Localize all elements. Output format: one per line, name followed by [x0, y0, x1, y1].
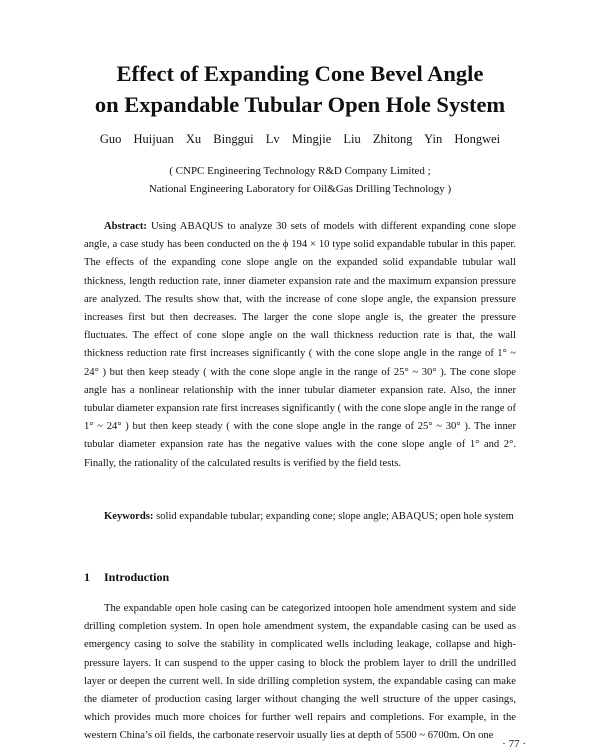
section-heading — [84, 570, 169, 585]
introduction-paragraph — [84, 600, 516, 746]
affiliation-line-1: ( CNPC Engineering Technology R&D Company Limited ; — [169, 165, 431, 177]
section-title: Introduction — [104, 570, 170, 584]
affiliation — [60, 162, 540, 198]
abstract-label: Abstract: — [104, 221, 147, 232]
introduction-text: The expandable open hole casing can be categorized intoopen hole amendment system and side drilling completion system. In open hole amendment system, the expandable casing can be used as emergency casing to solve the stability in complicated wells including leakage, collapse and high-pressure layers. It can suspend to the upper casing to block the problem layer to drill the undrilled layer or deepen the current well. In side drilling completion system, the expandable casing can make the diameter of production casing larger without changing the well structure of the upper casings, which provides much more choices for further well repairs and completions. For example, in the western China’s oil fields, the carbonate reservoir usually lies at depth of 5500 ~ 6700m. On one — [84, 603, 516, 742]
title-line-2: on Expandable Tubular Open Hole System — [94, 92, 506, 117]
keywords-label: Keywords: — [104, 511, 154, 522]
keywords — [84, 508, 516, 526]
title-line-1: Effect of Expanding Cone Bevel Angle — [116, 61, 484, 86]
affiliation-line-2: National Engineering Laboratory for Oil&Gas Drilling Technology ) — [148, 183, 452, 195]
section-number: 1 — [84, 570, 90, 584]
abstract-text: Using ABAQUS to analyze 30 sets of models with different expanding cone slope angle, a case study has been conducted on the ϕ 194 × 10 type solid expandable tubular in this paper. The effects of the expanding cone slope angle on the expanded solid expandable tubular wall thickness, length reduction rate, inner diameter expansion rate and the maximum expansion pressure are analyzed. The results show that, with the increase of cone slope angle, the expansion pressure increases first but then decreases. The larger the cone slope angle is, the greater the pressure fluctuates. The effect of cone slope angle on the wall thickness reduction rate is that, the wall thickness reduction rate first increases significantly ( with the cone slope angle in the range of 1° ~ 24° ) but then keep steady ( with the cone slope angle in the range of 25° ~ 30° ). The cone slope angle has a nonlinear relationship with the inner tubular diameter expansion rate. Also, the inner tubular diameter expansion rate first increases significantly ( with the cone slope angle in the range of 1° ~ 24° ) but then keep steady ( with the cone slope angle in the range of 25° ~ 30° ). The inner tubular diameter expansion rate has the negative values with the cone slope angle of 1° and 2°. Finally, the rationality of the calculated results is verified by the field tests. — [84, 221, 516, 469]
page-number: · 77 · — [502, 738, 526, 750]
abstract — [84, 218, 516, 473]
author-list: Guo Huijuan Xu Binggui Lv Mingjie Liu Zhitong Yin Hongwei — [99, 132, 501, 146]
keywords-text: solid expandable tubular; expanding cone; slope angle; ABAQUS; open hole system — [156, 511, 514, 522]
paper-title — [60, 58, 540, 120]
